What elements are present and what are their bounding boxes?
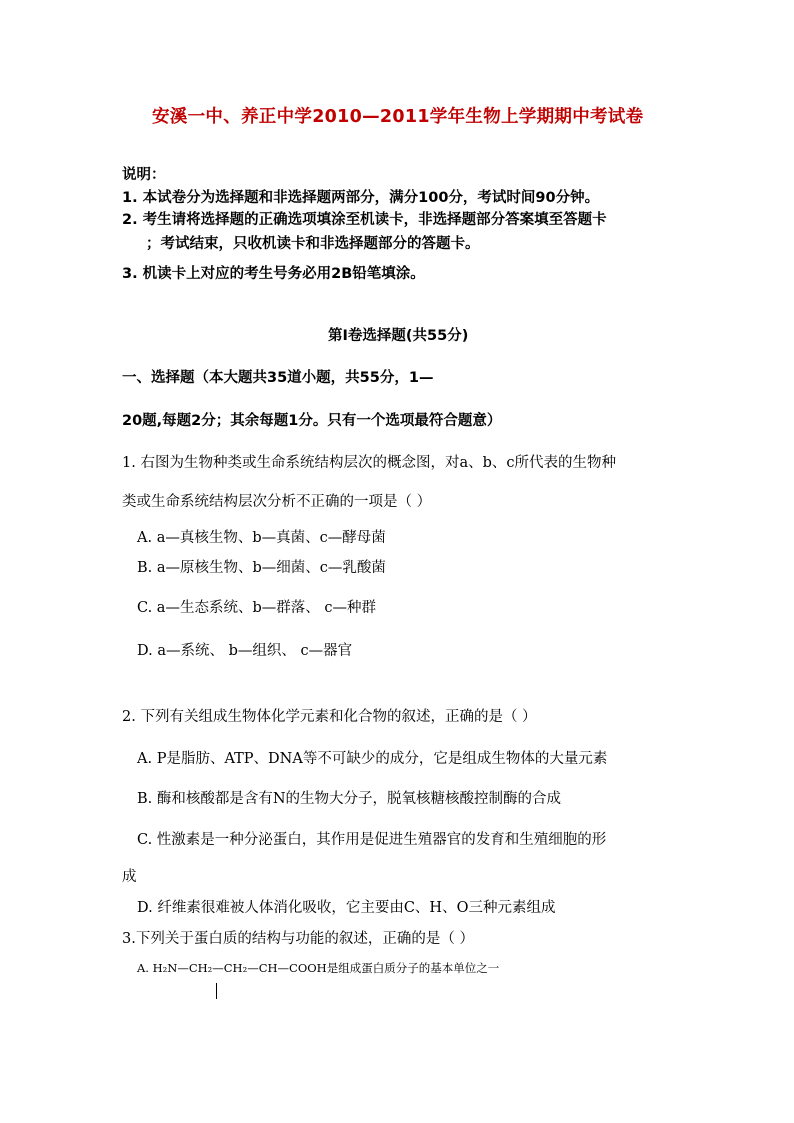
q1-stem-line-2: 类或生命系统结构层次分析不正确的一项是（ ） bbox=[122, 494, 432, 510]
q2-option-a: A. P是脂肪、ATP、DNA等不可缺少的成分，它是组成生物体的大量元素 bbox=[137, 751, 608, 767]
q2-option-b: B. 酶和核酸都是含有N的生物大分子，脱氧核糖核酸控制酶的合成 bbox=[137, 791, 562, 807]
instruction-item-2-line-1: 2. 考生请将选择题的正确选项填涂至机读卡，非选择题部分答案填至答题卡 bbox=[122, 212, 607, 228]
q3-option-a: A. H₂N—CH₂—CH₂—CH—COOH是组成蛋白质分子的基本单位之一 bbox=[137, 961, 500, 975]
exam-title: 安溪一中、养正中学2010—2011学年生物上学期期中考试卷 bbox=[152, 107, 644, 127]
q1-option-d: D. a—系统、 b—组织、 c—器官 bbox=[137, 643, 353, 659]
section-title: 第Ⅰ卷选择题(共55分) bbox=[328, 328, 469, 344]
q2-option-c-line-2: 成 bbox=[122, 869, 137, 885]
instruction-item-1: 1. 本试卷分为选择题和非选择题两部分，满分100分，考试时间90分钟。 bbox=[122, 190, 600, 206]
q1-option-c: C. a—生态系统、b—群落、 c—种群 bbox=[137, 600, 376, 616]
structural-bond-line bbox=[216, 983, 217, 999]
q3-stem: 3.下列关于蛋白质的结构与功能的叙述，正确的是（ ） bbox=[122, 931, 474, 947]
q1-option-b: B. a—原核生物、b—细菌、c—乳酸菌 bbox=[137, 560, 386, 576]
q1-stem-line-1: 1. 右图为生物种类或生命系统结构层次的概念图，对a、b、c所代表的生物种 bbox=[122, 455, 616, 471]
part-heading-line-1: 一、选择题（本大题共35道小题，共55分，1— bbox=[122, 370, 434, 386]
instructions-heading: 说明： bbox=[122, 167, 166, 183]
part-heading-line-2: 20题,每题2分；其余每题1分。只有一个选项最符合题意） bbox=[122, 413, 502, 429]
q2-option-c-line-1: C. 性激素是一种分泌蛋白，其作用是促进生殖器官的发育和生殖细胞的形 bbox=[137, 832, 607, 848]
q1-option-a: A. a—真核生物、b—真菌、c—酵母菌 bbox=[137, 530, 386, 546]
instruction-item-3: 3. 机读卡上对应的考生号务必用2B铅笔填涂。 bbox=[122, 266, 425, 282]
q2-stem: 2. 下列有关组成生物体化学元素和化合物的叙述，正确的是（ ） bbox=[122, 709, 537, 725]
instruction-item-2-line-2: ；考试结束，只收机读卡和非选择题部分的答题卡。 bbox=[146, 236, 480, 252]
q2-option-d: D. 纤维素很难被人体消化吸收，它主要由C、H、O三种元素组成 bbox=[137, 900, 556, 916]
